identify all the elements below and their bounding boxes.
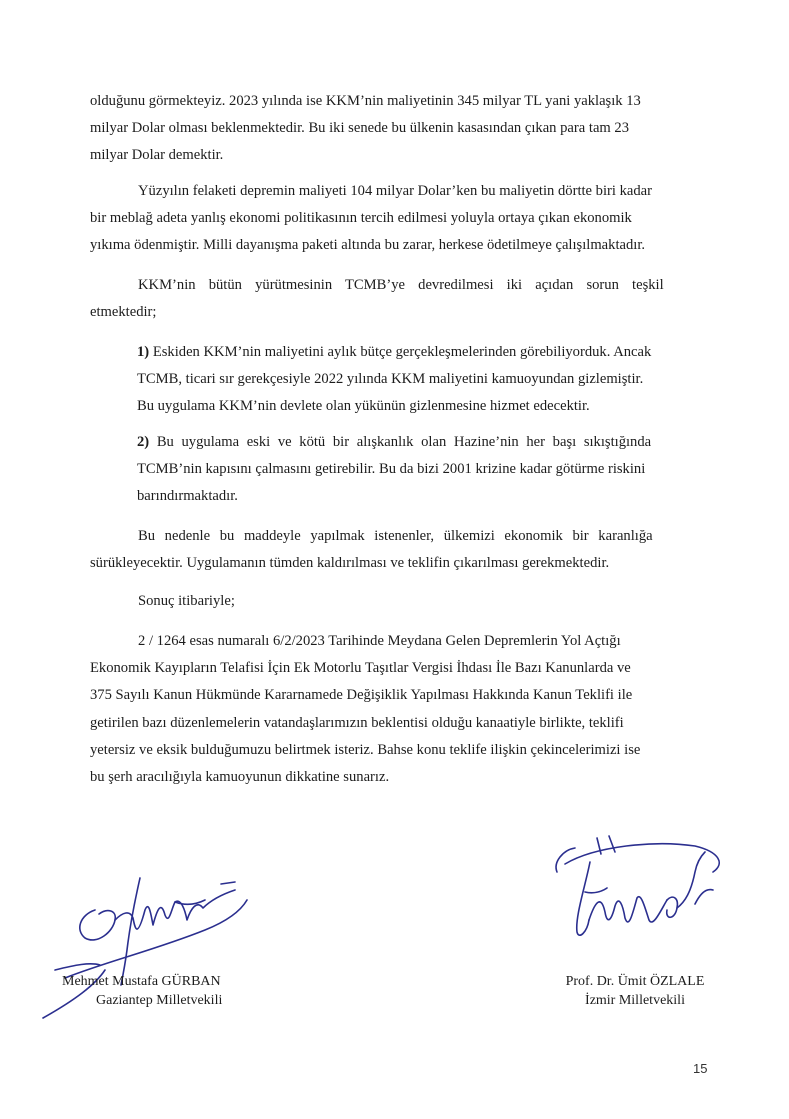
text-line: bir meblağ adeta yanlış ekonomi politikasının tercih edilmesi yoluyla ortaya çıkan ekonomik xyxy=(90,210,632,227)
list-number: 1) xyxy=(137,344,150,360)
paragraph-earthquake-cost xyxy=(90,178,712,260)
text-line: barındırmaktadır. xyxy=(137,488,238,505)
signature-right-image xyxy=(545,832,735,962)
text-line: yetersiz ve eksik bulduğumuzu belirtmek isteriz. Bahse konu teklife ilişkin çekincelerimizi ise xyxy=(90,741,641,758)
text-line: milyar Dolar olması beklenmektedir. Bu iki senede bu ülkenin kasasından çıkan para tam 23 xyxy=(90,120,630,137)
text-line xyxy=(137,339,712,366)
text-line: Yüzyılın felaketi depremin maliyeti 104 milyar Dolar’ken bu maliyetin dörtte biri kadar xyxy=(138,183,653,199)
signatory-right xyxy=(560,972,710,1010)
list-number: 2) xyxy=(137,434,150,450)
paragraph-conclusion xyxy=(90,523,712,577)
paragraph-tcmb-transfer xyxy=(90,272,712,326)
text-line: bu şerh aracılığıyla kamuoyunun dikkatine sunarız. xyxy=(90,769,390,786)
text-line: TCMB’nin kapısını çalmasını getirebilir. Bu da bizi 2001 krizine kadar götürme riskini xyxy=(137,461,646,478)
text-line: Ekonomik Kayıpların Telafisi İçin Ek Motorlu Taşıtlar Vergisi İhdası İle Bazı Kanunlarda ve xyxy=(90,660,631,677)
text-line: etmektedir; xyxy=(90,304,157,321)
text-line: getirilen bazı düzenlemelerin vatandaşlarımızın beklentisi olduğu kanaatiyle birlikte, teklifi xyxy=(90,714,624,731)
text-line: olduğunu görmekteyiz. 2023 yılında ise KKM’nin maliyetinin 345 milyar TL yani yaklaşık 13 xyxy=(90,93,641,109)
text-line: KKM’nin bütün yürütmesinin TCMB’ye devredilmesi iki açıdan sorun teşkil xyxy=(138,277,664,293)
text-line: sürükleyecektir. Uygulamanın tümden kaldırılması ve teklifin çıkarılması gerekmektedir. xyxy=(90,555,610,572)
signatory-left-name: Mehmet Mustafa GÜRBAN xyxy=(62,974,221,989)
paragraph-result-heading xyxy=(90,588,712,615)
text-line: Bu uygulama KKM’nin devlete olan yükünün gizlenmesine hizmet edecektir. xyxy=(137,398,590,415)
text-line: milyar Dolar demektir. xyxy=(90,147,224,164)
page-number: 15 xyxy=(693,1061,708,1076)
text-line: Sonuç itibariyle; xyxy=(138,593,235,609)
text-line: TCMB, ticari sır gerekçesiyle 2022 yılında KKM maliyetini kamuoyundan gizlemiştir. xyxy=(137,371,644,388)
paragraph-bill-opinion xyxy=(90,628,712,791)
text-line xyxy=(137,429,712,456)
list-text: Bu uygulama eski ve kötü bir alışkanlık olan Hazine’nin her başı sıkıştığında xyxy=(156,434,652,450)
signatory-left xyxy=(62,972,222,1010)
text-line: 375 Sayılı Kanun Hükmünde Kararnamede Değişiklik Yapılması Hakkında Kanun Teklifi ile xyxy=(90,687,633,704)
signatory-right-title: İzmir Milletvekili xyxy=(585,993,685,1008)
list-text: Eskiden KKM’nin maliyetini aylık bütçe gerçekleşmelerinden görebiliyorduk. Ancak xyxy=(152,344,652,360)
signatory-right-name: Prof. Dr. Ümit ÖZLALE xyxy=(565,974,705,989)
list-item-1 xyxy=(137,339,712,421)
text-line: Bu nedenle bu maddeyle yapılmak istenenler, ülkemizi ekonomik bir karanlığa xyxy=(138,528,653,544)
list-item-2 xyxy=(137,429,712,511)
signatory-left-title: Gaziantep Milletvekili xyxy=(96,993,223,1008)
text-line: yıkıma ödenmiştir. Milli dayanışma paketi altında bu zarar, herkese ödetilmeye çalışılmaktadır. xyxy=(90,237,646,254)
paragraph-kkm-cost xyxy=(90,88,712,170)
text-line: 2 / 1264 esas numaralı 6/2/2023 Tarihinde Meydana Gelen Depremlerin Yol Açtığı xyxy=(138,633,621,649)
